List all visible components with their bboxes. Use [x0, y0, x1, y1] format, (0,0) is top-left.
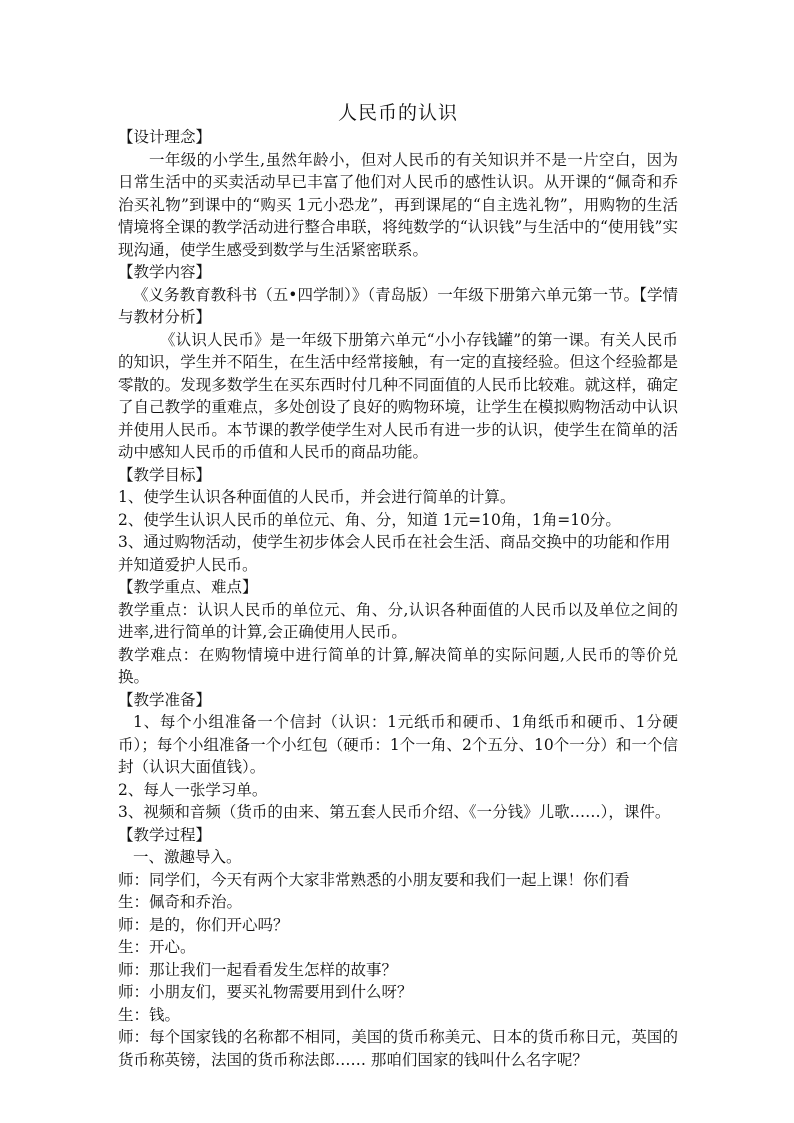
- content-text: 《义务教育教科书（五•四学制）》（青岛版）一年级下册第六单元第一节。: [133, 285, 640, 304]
- prep-item: 1、每个小组准备一个信封（认识：1元纸币和硬币、1角纸币和硬币、1分硬币）；每个小组准备一个小红包（硬币：1个一角、2个五分、10个一分）和一个信封（认识大面值钱）。: [118, 713, 678, 776]
- prep-heading: 【教学准备】: [118, 690, 212, 709]
- process-line: 师：每个国家钱的名称都不相同，美国的货币称美元、日本的货币称日元，英国的货币称英镑，法国的货币称法郎…… 那咱们国家的钱叫什么名字呢？: [118, 1028, 678, 1069]
- design-heading: 【设计理念】: [118, 128, 212, 146]
- document-page: [118, 100, 678, 1071]
- process-line: 生：钱。: [118, 1005, 181, 1024]
- process-heading: 【教学过程】: [118, 825, 212, 844]
- key-point: 教学重点：认识人民币的单位元、角、分,认识各种面值的人民币以及单位之间的进率,进行简单的计算,会正确使用人民币。: [118, 600, 678, 641]
- goal-item: 3、通过购物活动，使学生初步体会人民币在社会生活、商品交换中的功能和作用并知道爱护人民币。: [118, 533, 671, 574]
- analysis-paragraph: 《认识人民币》是一年级下册第六单元“小小存钱罐”的第一课。有关人民币的知识，学生并不陌生，在生活中经常接触，有一定的直接经验。但这个经验都是零散的。发现多数学生在买东西时付几种不同面值的人民币比较难。就这样，确定了自己教学的重难点，多处创设了良好的购物环境，让学生在模拟购物活动中认识并使用人民币。本节课的教学使学生对人民币有进一步的认识，使学生在简单的活动中感知人民币的币值和人民币的商品功能。: [118, 330, 678, 461]
- process-line: 师：是的，你们开心吗？: [118, 915, 289, 934]
- difficulty-point: 教学难点：在购物情境中进行简单的计算,解决简单的实际问题,人民币的等价兑换。: [118, 645, 678, 686]
- content-paragraph: [118, 284, 678, 329]
- process-line: 师：那让我们一起看看发生怎样的故事？: [118, 960, 398, 979]
- analysis-heading: 【学情与教材分析】: [118, 285, 678, 326]
- content-heading: 【教学内容】: [118, 263, 212, 281]
- key-heading: 【教学重点、难点】: [118, 578, 258, 596]
- goal-item: 2、使学生认识人民币的单位元、角、分，知道 1元=10角，1角=10分。: [118, 510, 621, 529]
- process-line: 生：开心。: [118, 938, 196, 956]
- process-line: 生：佩奇和乔治。: [118, 893, 243, 911]
- prep-item: 3、视频和音频（货币的由来、第五套人民币介绍、《一分钱》儿歌……），课件。: [118, 803, 671, 821]
- design-paragraph: 一年级的小学生,虽然年龄小，但对人民币的有关知识并不是一片空白，因为日常生活中的买卖活动早已丰富了他们对人民币的感性认识。从开课的“佩奇和乔治买礼物”到课中的“购买 1元小恐龙”，再到课尾的“自主选礼物”，用购物的生活情境将全课的教学活动进行整合串联，将纯数学的“认识钱”与生活中的“使用钱”实现沟通，使学生感受到数学与生活紧密联系。: [118, 150, 678, 259]
- document-title: 人民币的认识: [337, 102, 458, 124]
- prep-item: 2、每人一张学习单。: [118, 780, 268, 799]
- process-line: 师：小朋友们，要买礼物需要用到什么呀？: [118, 983, 413, 1001]
- process-line: 师：同学们，今天有两个大家非常熟悉的小朋友要和我们一起上课！你们看: [118, 870, 630, 889]
- goal-item: 1、使学生认识各种面值的人民币，并会进行简单的计算。: [118, 488, 516, 506]
- process-line: 一、激趣导入。: [133, 848, 242, 866]
- goals-heading: 【教学目标】: [118, 465, 212, 484]
